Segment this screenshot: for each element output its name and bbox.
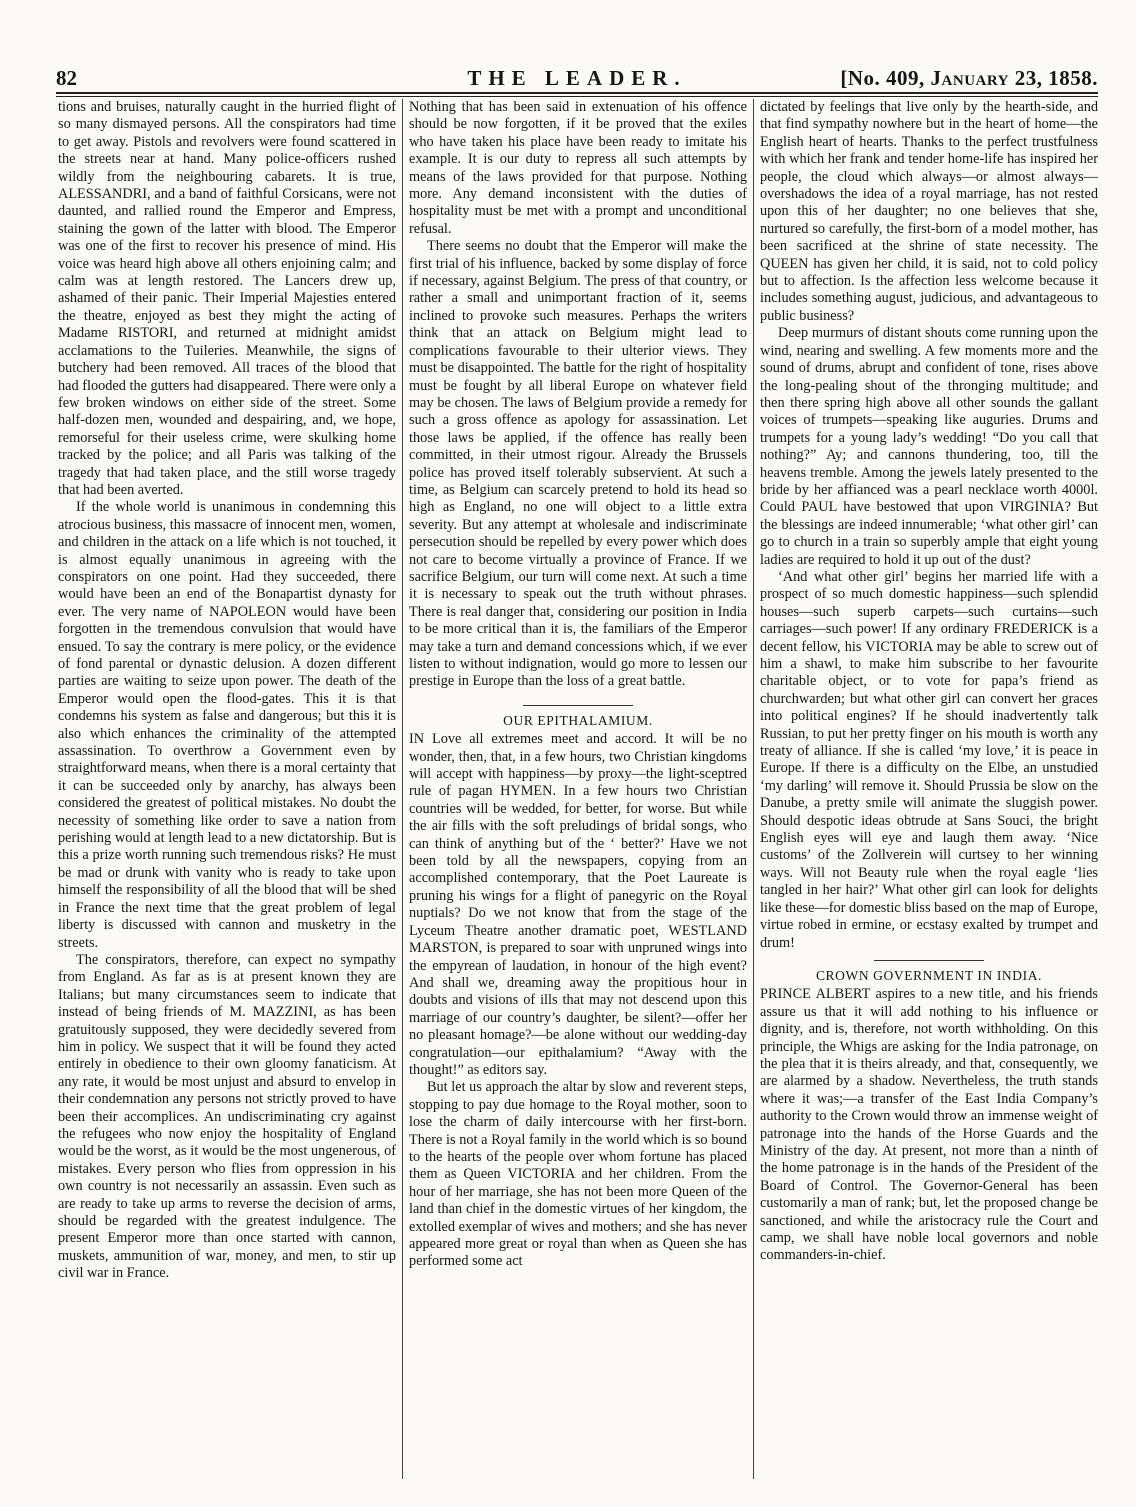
masthead [56,66,1098,94]
paragraph: There seems no doubt that the Emperor will make the first trial of his influence, backed by some display of force if necessary, against Belgium. The press of that country, or rather a small and unimportant fraction of it, seems inclined to provoke such measures. Perhaps the writers think that an attack on Belgium might lead to complications favourable to their ulterior views. They must be disappointed. The battle for the right of hospitality must be fought by all liberal Europe on whatever field may be chosen. The laws of Belgium provide a remedy for such a gross offence as apology for assassination. Let those laws be applied, if the offence has really been committed, in their utmost rigour. Already the Brussels police has proved itself tolerably subservient. At such a time, as Belgium can scarcely pretend to hold its head so high as England, no one will object to a little extra severity. But any attempt at wholesale and indiscriminate persecution should be repelled by every power which does not care to become virtually a province of France. If we sacrifice Belgium, our turn will come next. At such a time it is necessary to speak out the truth without phrases. There is real danger that, considering our position in India to be more critical than it is, the familiars of the Emperor may take a turn and demand concessions which, if we ever listen to without indignation, would go more to lessen our prestige in Europe than the loss of a great battle. [409,238,747,690]
paragraph: Nothing that has been said in extenuation of his offence should be now forgotten, if it be proved that the exiles who have taken his place have been ready to imitate his example. It is our duty to repress all such attempts by means of the laws provided for that purpose. Nothing more. Any demand inconsistent with the duties of hospitality must be met with a prompt and unconditional refusal. [409,99,747,237]
paragraph: If the whole world is unanimous in condemning this atrocious business, this massacre of innocent men, women, and children in the attack on a life which is not touched, it is almost equally unanimous in agreeing with the conspirators on one point. Had they succeeded, there would have been an end of the Bonapartist dynasty for ever. The very name of NAPOLEON would have been forgotten in the tremendous convulsion that would have ensued. To say the contrary is mere policy, or the evidence of fond parental or dynastic delusion. A dozen different parties are waiting to seize upon power. The death of the Emperor would open the flood-gates. This it is that condemns his system as false and dangerous; but this it is also which enhances the criminality of the attempted assassination. To overthrow a Government even by straightforward means, when there is a moral certainty that it can be succeeded only by anarchy, has always been considered the greatest of political mistakes. No doubt the necessity of something like order to save a nation from perishing would at length lead to a new dictatorship. But is this a prize worth running such tremendous risks? He must be mad or drunk with vanity who is ready to take upon himself the responsibility of all the blood that will be shed in France the next time that the great problem of legal liberty is discussed with cannon and musketry in the streets. [58,499,396,951]
paragraph: PRINCE ALBERT aspires to a new title, and his friends assure us that it will add nothing to his influence or dignity, and is, therefore, not worth withholding. On this principle, the Whigs are asking for the India patronage, on the plea that it is theirs already, and that, consequently, we are alarmed by a shadow. Nevertheless, the truth stands where it was;—a transfer of the East India Company’s authority to the Crown would throw an immense weight of patronage into the hands of the Horse Guards and the Ministry of the day. At present, not more than a ninth of the home patronage is in the hands of the President of the Board of Control. The Governor-General has been customarily a man of rank; but, let the proposed change be sanctioned, and while the aristocracy rule the Court and camp, we shall have noble local governors and noble commanders-in-chief. [760,986,1098,1264]
section-rule [523,705,633,706]
paragraph: But let us approach the altar by slow and reverent steps, stopping to pay due homage to the Royal mother, soon to lose the charm of daily intercourse with her first-born. There is not a Royal family in the world which is so bound to the hearts of the people over whom fortune has placed them as Queen VICTORIA and her children. From the hour of her marriage, she has not been more Queen of the land than chief in the domestic virtues of her kingdom, the extolled exemplar of wives and mothers; and she has never appeared more great or royal than when as Queen she has performed some act [409,1079,747,1270]
section-heading: CROWN GOVERNMENT IN INDIA. [815,967,1043,983]
newspaper-title: THE LEADER. [467,66,687,90]
paragraph: The conspirators, therefore, can expect no sympathy from England. As far as is at present known they are Italians; but many circumstances seem to indicate that instead of being friends of M. MAZZINI, as has been gratuitously supposed, they were decidedly severed from him in policy. We suspect that it will be found they acted entirely in obedience to their own gloomy fanaticism. At any rate, it would be most unjust and absurd to envelop in their condemnation any persons not strictly proved to have been their accomplices. An undiscriminating cry against the refugees who now enjoy the hospitality of England would be the worst, as it would be the most ungenerous, of mistakes. Every person who flies from oppression in his own country is not necessarily an assassin. Even such as are ready to take up arms to reverse the decision of arms, should be regarded with the greatest indulgence. The present Emperor more than once started with cannon, muskets, ammunition of war, money, and men, to stir up civil war in France. [58,951,396,1282]
paragraph: tions and bruises, naturally caught in the hurried flight of so many dismayed persons. All the conspirators had time to get away. Pistols and revolvers were found scattered in the streets near at hand. Many police-officers rushed wildly from the neighbouring cabarets. It is true, ALESSANDRI, and a band of faithful Corsicans, were not daunted, and rallied round the Emperor and Empress, staining the gown of the latter with blood. The Emperor was one of the first to recover his presence of mind. His voice was heard high above all others enjoining calm; and calm was at length restored. The Lancers drew up, ashamed of their panic. Their Imperial Majesties entered the theatre, enjoyed as best they might the acting of Madame RISTORI, and returned at midnight amidst acclamations to the Tuileries. Meanwhile, the signs of butchery had been removed. All traces of the blood that had flooded the gutters had disappeared. There were only a few broken windows on either side of the street. Some half-dozen men, wounded and despairing, and, we hope, remorseful for their useless crime, were skulking home tracked by the police; and all Paris was talking of the tragedy that had taken place, and the still worse tragedy that had been averted. [58,99,396,498]
column-1 [58,99,396,1479]
paragraph: Deep murmurs of distant shouts come running upon the wind, nearing and swelling. A few moments more and the sound of drums, abrupt and confident of tone, rises above the long-pealing shout of the thronging multitude; and then there spring high above all other sounds the gallant voices of trumpets—speaking like auguries. Drums and trumpets for a young lady’s wedding! “Do you call that nothing?” Ay; and cannons thundering, too, till the heavens tremble. Among the jewels lately presented to the bride by her affianced was a pearl necklace worth 4000l. Could PAUL have bestowed that upon VIRGINIA? But the blessings are indeed innumerable; ‘what other girl’ can go to church in a train so superbly ample that eight young ladies are required to hold it up out of the dust? [760,325,1098,568]
masthead-rule-thin [56,96,1098,97]
section-heading: OUR EPITHALAMIUM. [503,712,653,728]
column-2 [409,99,747,1479]
column-divider [753,99,754,1479]
page-number: 82 [56,66,77,90]
paragraph: IN Love all extremes meet and accord. It will be no wonder, then, that, in a few hours, two Christian kingdoms will accept with happiness—by proxy—the light-sceptred rule of pagan HYMEN. In a few hours two Christian countries will be wedded, for better, for worse. But while the air fills with the soft preludings of bridal songs, who can think of anything but of the ‘ better?’ Have we not been told by all the newspapers, copying from an accomplished contemporary, that the Poet Laureate is pruning his wings for a flight of panegyric on the Royal nuptials? Do we not know that from the stage of the Lyceum Theatre another dramatic poet, WESTLAND MARSTON, is prepared to soar with unpruned wings into the empyrean of laudation, in honour of the high event? And shall we, dreaming away the propitious hour in doubts and visions of ills that may not descend upon this marriage of our country’s daughter, be silent?—offer her no pleasant homage?—be alone without our wedding-day congratulation—our epithalamium? “Away with the thought!” as editors say. [409,731,747,1078]
masthead-rule [56,92,1098,94]
paragraph: ‘And what other girl’ begins her married life with a prospect of so much domestic happiness—such splendid houses—such superb carpets—such curtains—such carriages—such power! If any ordinary FREDERICK is a decent fellow, his VICTORIA may be able to screw out of him a shawl, to make him subscribe to her favourite charitable object, or to vote for papa’s friend as churchwarden; but what other girl can convert her graces into political engines? If he should inadvertently talk Russian, to put her pretty finger on his mouth is worth any treaty of alliance. If she is called ‘my love,’ it is peace in Europe. If there is a difficulty on the Elbe, an unstudied ‘my darling’ will remove it. Should Prussia be slow on the Danube, a pretty smile will animate the sluggish power. Should despotic ideas obtrude at Sans Souci, the bright English eyes will eye and laugh them away. ‘Nice customs’ of the Zollverein will curtsey to her winning ways. Will not Beauty rule when the royal eagle ‘lies tangled in her hair?’ What other girl can look for delights like these—for domestic bliss based on the map of Europe, virtue robed in ermine, or ecstasy exalted by trumpet and drum! [760,568,1098,951]
issue-date-text: January 23, 1858. [930,66,1098,90]
paragraph: dictated by feelings that live only by the hearth-side, and that find sympathy nowhere but in the heart of home—the English heart of hearts. Thanks to the perfect trustfulness with which her frank and tender home-life has inspired her people, the cloud which always—or almost always—overshadows the idea of a royal marriage, has not rested upon this of her daughter; no one believes that she, nurtured so carefully, the first-born of a model mother, has been sacrificed at the shrine of state necessity. The QUEEN has given her child, it is said, not to cold policy but to affection. Is the affection less welcome because it includes something august, judicious, and advantageous to public business? [760,99,1098,324]
issue-date [840,66,1098,91]
column-3 [760,99,1098,1479]
issue-number: [No. 409, [840,66,925,90]
section-rule [874,960,984,961]
column-divider [402,99,403,1479]
